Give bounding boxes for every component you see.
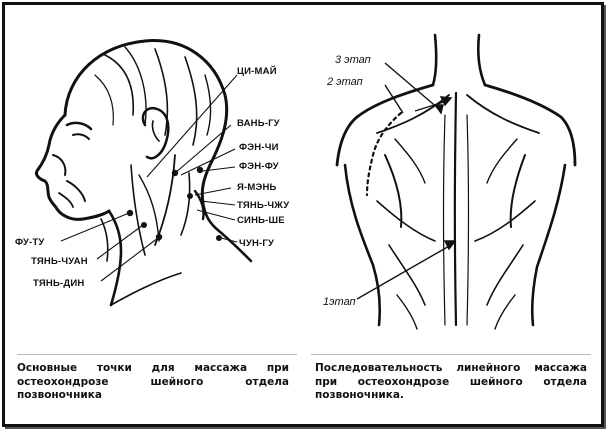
label-tian-chuan: ТЯНЬ-ЧУАН	[31, 256, 88, 267]
stage-label-2: 2 этап	[327, 76, 363, 88]
figure-frame	[2, 2, 604, 427]
label-feng-fu: ФЭН-ФУ	[239, 161, 279, 172]
point-marker-ya-men	[187, 193, 193, 199]
caption-right: Последовательность линейного массажа при остеохондрозе шейного отдела позвоночника.	[315, 362, 587, 401]
label-feng-chi: ФЭН-ЧИ	[239, 142, 279, 153]
label-chun-gu: ЧУН-ГУ	[239, 238, 275, 249]
label-ci-mai: ЦИ-МАЙ	[237, 66, 277, 77]
label-van-gu: ВАНЬ-ГУ	[237, 118, 280, 129]
label-ya-men: Я-МЭНЬ	[237, 182, 277, 193]
point-marker-tian-chuan	[141, 222, 147, 228]
label-fu-tu: ФУ-ТУ	[15, 237, 45, 248]
caption-divider-left	[17, 354, 297, 355]
point-marker-feng-fu	[197, 167, 203, 173]
label-tian-chzhu: ТЯНЬ-ЧЖУ	[237, 200, 290, 211]
back-drawing	[337, 35, 575, 329]
caption-left: Основные точки для массажа при остеохондрозе шейного отдела позвоночника	[17, 362, 289, 401]
point-labels	[15, 65, 289, 289]
stage-label-3: 3 этап	[335, 54, 371, 66]
label-tian-din: ТЯНЬ-ДИН	[33, 278, 85, 289]
stage-label-1: 1этап	[323, 296, 356, 308]
label-sin-she: СИНЬ-ШЕ	[237, 215, 285, 226]
caption-divider-right	[311, 354, 591, 355]
